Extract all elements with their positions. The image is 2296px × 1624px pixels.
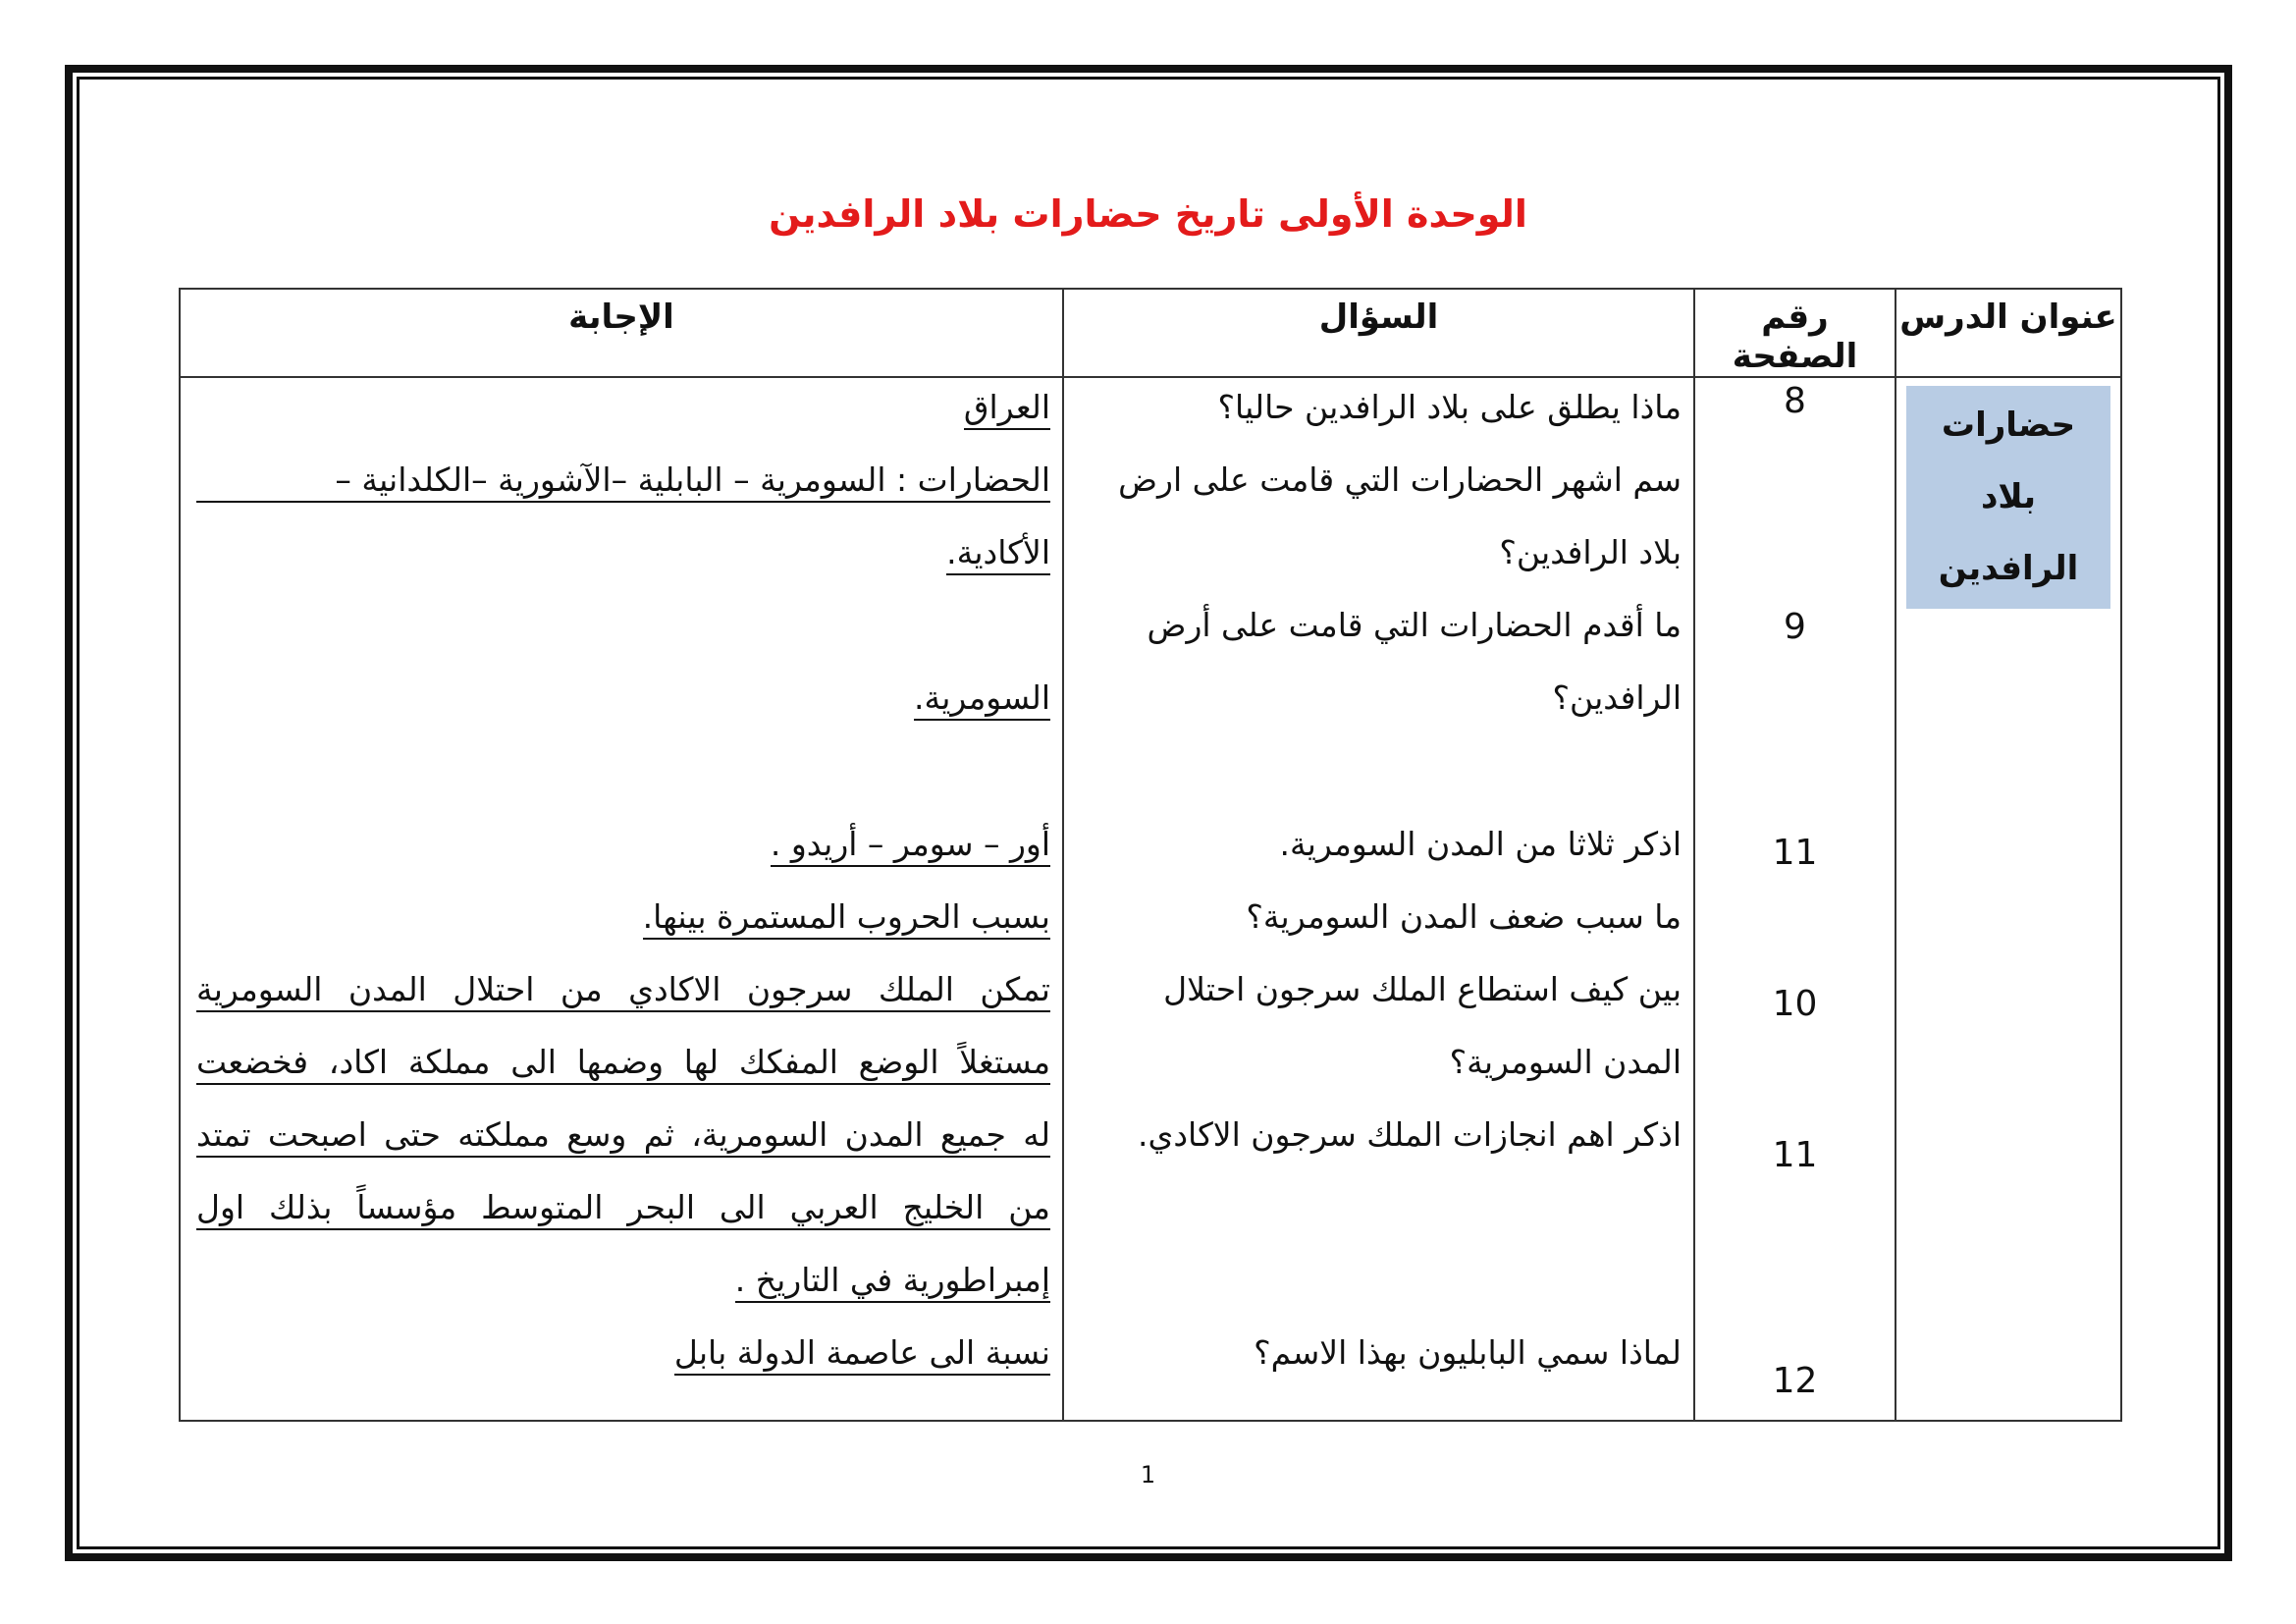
page-number: 9 — [1784, 607, 1806, 647]
answer-text: العراق — [964, 388, 1050, 430]
question-line: سم اشهر الحضارات التي قامت على ارض — [1118, 460, 1682, 499]
answer-text: تمكن الملك سرجون الاكادي من احتلال المدن السومرية — [196, 970, 1050, 1012]
question-line: الرافدين؟ — [1552, 678, 1682, 717]
question-line: اذكر اهم انجازات الملك سرجون الاكادي. — [1138, 1115, 1682, 1154]
answer-text: إمبراطورية في التاريخ . — [735, 1261, 1050, 1303]
header-page-number: رقم الصفحة — [1694, 289, 1896, 377]
unit-title: الوحدة الأولى تاريخ حضارات بلاد الرافدين — [769, 192, 1527, 236]
lesson-name: حضارات بلاد الرافدين — [1906, 386, 2110, 609]
lesson-table — [179, 288, 2122, 1422]
question-line: ما أقدم الحضارات التي قامت على أرض — [1147, 606, 1682, 644]
page-number: 10 — [1772, 984, 1818, 1024]
header-answer: الإجابة — [180, 289, 1063, 377]
question-line: ماذا يطلق على بلاد الرافدين حاليا؟ — [1217, 388, 1682, 426]
answer-text: من الخليج العربي الى البحر المتوسط مؤسساً بذلك اول — [196, 1188, 1050, 1230]
page-number: 8 — [1784, 381, 1806, 421]
question-line: ما سبب ضعف المدن السومرية؟ — [1246, 897, 1682, 936]
answer-text: له جميع المدن السومرية، ثم وسع مملكته حتى اصبحت تمتد — [196, 1115, 1050, 1158]
answer-text: أور – سومر – أريدو . — [771, 825, 1050, 867]
question-line: بين كيف استطاع الملك سرجون احتلال — [1163, 970, 1682, 1008]
page-number-footer: 1 — [1140, 1461, 1156, 1489]
answer-line — [964, 388, 1050, 426]
question-line: المدن السومرية؟ — [1449, 1043, 1682, 1081]
answer-text: الأكادية. — [946, 533, 1050, 575]
answer-cell — [180, 377, 1063, 1421]
question-line: بلاد الرافدين؟ — [1499, 533, 1682, 571]
answer-line — [196, 460, 1050, 503]
table-header-row — [180, 289, 2121, 377]
answer-line — [643, 897, 1050, 936]
answer-text: بسبب الحروب المستمرة بينها. — [643, 897, 1050, 940]
answer-line — [196, 1115, 1050, 1158]
question-line: اذكر ثلاثا من المدن السومرية. — [1279, 825, 1682, 863]
answer-line — [914, 678, 1050, 717]
page-number: 12 — [1772, 1361, 1818, 1401]
answer-text: الحضارات : السومرية – البابلية –الآشورية –الكلدانية – — [196, 460, 1050, 503]
lesson-cell — [1896, 377, 2121, 1421]
answer-line — [674, 1333, 1050, 1372]
page-cell — [1694, 377, 1896, 1421]
answer-line — [735, 1261, 1050, 1299]
question-cell — [1063, 377, 1694, 1421]
answer-line — [946, 533, 1050, 571]
page-number: 11 — [1772, 833, 1818, 873]
header-lesson-title: عنوان الدرس — [1896, 289, 2121, 377]
page-number: 11 — [1772, 1135, 1818, 1175]
answer-line — [196, 1188, 1050, 1230]
answer-line — [196, 1043, 1050, 1085]
answer-text: السومرية. — [914, 678, 1050, 721]
answer-text: مستغلاً الوضع المفكك لها وضمها الى مملكة اكاد، فخضعت — [196, 1043, 1050, 1085]
table-row — [180, 377, 2121, 1421]
header-question: السؤال — [1063, 289, 1694, 377]
answer-line — [771, 825, 1050, 863]
question-line: لماذا سمي البابليون بهذا الاسم؟ — [1254, 1333, 1682, 1372]
answer-text: نسبة الى عاصمة الدولة بابل — [674, 1333, 1050, 1376]
answer-line — [196, 970, 1050, 1012]
